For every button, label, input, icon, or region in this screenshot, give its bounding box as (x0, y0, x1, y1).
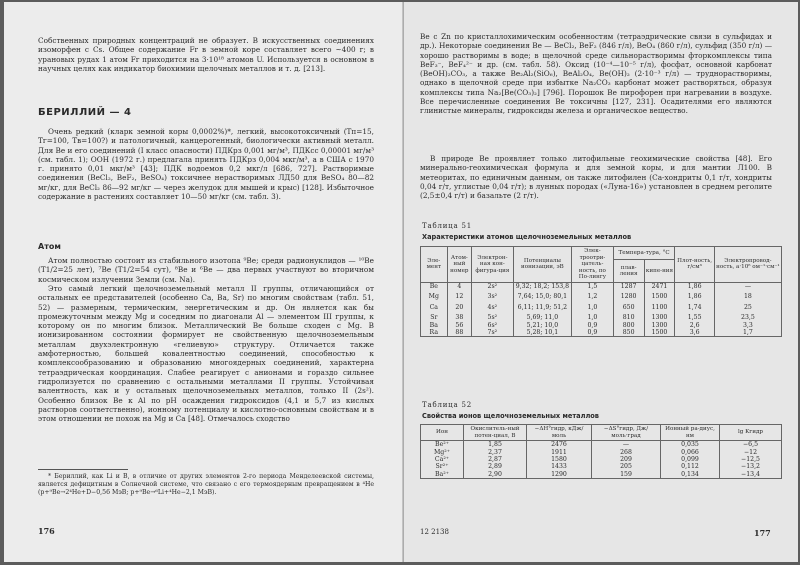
table-cell: 0,134 (661, 471, 720, 479)
table-cell: 3,6 (675, 329, 714, 337)
table-cell: 1433 (527, 463, 592, 470)
table-cell: Be (421, 282, 448, 290)
table-cell: 23,5 (714, 311, 781, 321)
table-cell: −13,4 (720, 471, 782, 479)
table-cell: 3s² (472, 290, 514, 300)
table-cell: 1290 (527, 471, 592, 479)
table-cell: −12,5 (720, 456, 782, 463)
page-number-left: 176 (38, 526, 55, 536)
table-cell: 1,74 (675, 301, 714, 311)
table-cell: 1100 (644, 301, 675, 311)
table-cell: 2,89 (464, 463, 527, 470)
table51-header: плав-ления (613, 260, 644, 283)
table-cell: 1,5 (572, 282, 614, 290)
table-cell: 4 (447, 282, 471, 290)
atom-paragraph: Атом полностью состоит из стабильного изотопа ⁹Be; среди радионуклидов — ¹⁰Be (T1/2=25 лет), ⁷Be (T1/2=54 сут), ⁸Be и ⁶Be — два первых участвуют во вторичном космическом излучении Земли (см. Na). (38, 256, 374, 284)
table-cell: 3,3 (714, 322, 781, 329)
table-cell: 0,035 (661, 441, 720, 449)
table51-caption: Таблица 51 (422, 222, 472, 230)
table-cell: 0,112 (661, 463, 720, 470)
table-cell: 25 (714, 301, 781, 311)
table51-header: Атом-ный номер (447, 247, 471, 283)
table-cell: 0,066 (661, 449, 720, 456)
table-cell: Ca²⁺ (421, 456, 464, 463)
table-cell: 1,7 (714, 329, 781, 337)
table-cell: 20 (447, 301, 471, 311)
table-cell: 1580 (527, 456, 592, 463)
table-cell: −12 (720, 449, 782, 456)
table51-header: Электрон-ная кон-фигура-ция (472, 247, 514, 283)
table-cell: 1,0 (572, 311, 614, 321)
table-cell: 6s² (472, 322, 514, 329)
table-row (421, 311, 782, 321)
table-cell: Ba (421, 322, 448, 329)
table-cell: −6,5 (720, 441, 782, 449)
table-cell: 5s² (472, 311, 514, 321)
table51-header: Элек-троотри-цатель-ность, по По-лингу (572, 247, 614, 283)
table-row (421, 282, 782, 290)
table-row (421, 456, 782, 463)
table-cell: 1,2 (572, 290, 614, 300)
table-cell: 56 (447, 322, 471, 329)
subsection-heading-atom: Атом (38, 242, 61, 251)
table52-header: Окислитель-ный потен-циал, В (464, 425, 527, 441)
table-cell: 1500 (644, 329, 675, 337)
table-cell: — (592, 441, 661, 449)
table-cell: 7,64; 15,0; 80,1 (513, 290, 572, 300)
table52-title: Свойства ионов щелочноземельных металлов (422, 412, 599, 420)
table-cell: Ra (421, 329, 448, 337)
table-cell: 38 (447, 311, 471, 321)
table-cell: 2s² (472, 282, 514, 290)
table-cell: 88 (447, 329, 471, 337)
table-cell: Sr (421, 311, 448, 321)
intro-paragraph: Собственных природных концентраций не образует. В искусственных соединениях изоморфен с Cs. Общее содержание Fr в земной коре составляет всего ~400 г; в урановых рудах 1 атом Fr приходится на 3·10¹⁸ атомов U. Используется в основном в научных целях как индикатор биохимии щелочных металлов и т. д. [213]. (38, 36, 374, 73)
page-number-right: 177 (754, 528, 771, 538)
table51-header: кипе-ния (644, 260, 675, 283)
table-cell: 1300 (644, 311, 675, 321)
table-row (421, 329, 782, 337)
table-cell: 1,86 (675, 290, 714, 300)
printer-signature: 12 2138 (420, 528, 449, 536)
table-cell: 2476 (527, 441, 592, 449)
table-cell: 1280 (613, 290, 644, 300)
table-cell: Sr²⁺ (421, 463, 464, 470)
table-cell: 209 (592, 456, 661, 463)
table-cell: 4s² (472, 301, 514, 311)
table-cell: 12 (447, 290, 471, 300)
table-cell: 9,32; 18,2; 153,8 (513, 282, 572, 290)
table52-header-row (421, 425, 782, 441)
table-cell: Mg²⁺ (421, 449, 464, 456)
table-cell: 1287 (613, 282, 644, 290)
table-cell: — (714, 282, 781, 290)
beryllium-paragraph: Очень редкий (кларк земной коры 0,0002%)*, легкий, высокотоксичный (Тп=15, Тг=100, Тв=100?) и патологичный, канцерогенный, биологически активный металл. Для Be и его соединений (I класс опасности) ПДКрз 0,001 мг/м³, ПДКсс 0,00001 мг/м³ (см. табл. 1); ООН (1972 г.) предлагала принять ПДКрз 0,004 мкг/м³, а в США с 1970 г. принято 0,01 мкг/м³ [43]; ПДК водоемов 0,2 мкг/л [686, 727]. Растворимые соединения (BeCl₂, BeF₂, BeSO₄) токсичнее нерастворимых ЛД50 для BeSO₄ 80—82 мг/кг, для BeCl₂ 86—92 мг/кг — через желудок для мышей и крыс) [128]. Избыточное содержание в растениях составляет 10—50 мг/кг (см. табл. 3). (38, 127, 374, 202)
table-row (421, 441, 782, 449)
table-cell: 268 (592, 449, 661, 456)
table51-header: Электропровод-ность, а·10⁶ ом⁻¹·см⁻¹ (714, 247, 781, 283)
footnote-rule (38, 469, 128, 470)
table-cell: Mg (421, 290, 448, 300)
table-cell: 0,9 (572, 322, 614, 329)
table-cell: 2,6 (675, 322, 714, 329)
table-cell: 0,099 (661, 456, 720, 463)
table-cell: Ca (421, 301, 448, 311)
table51-header: Эле-мент (421, 247, 448, 283)
book-spread (4, 2, 798, 562)
table-cell: 850 (613, 329, 644, 337)
right-page (404, 2, 798, 562)
properties-paragraph: Это самый легкий щелочноземельный металл II группы, отличающийся от остальных ее представителей (особенно Ca, Ba, Sr) по многим свойствам (табл. 51, 52) — размерным, термическим, энергетическим и др. Он является как бы промежуточным между Mg и соседним по диагонали Al — элементом III группы, к которому он по многим близок. Металлический Be больше сходен с Mg. В ионизированном состоянии формирует не свойственную щелочноземельным металлам двухэлектронную «гелиевую» структуру. Отличается также амфотерностью, большей ковалентностью соединений, способностью к комплексообразованию и образованию многоядерных соединений, характерна тетраэдрическая координация. Слабее реагирует с анионами и гораздо сильнее гидролизуется по сравнению с остальными металлами II группы. Устойчивая валентность, как и у остальных щелочноземельных металлов, только II (2s²). Особенно близок Be к Al по pH осаждения гидроксидов (4,1 и 5,7 из кислых растворов соответственно), ионному потенциалу и кислотно-основным свойствам и в этом отношении не похож на Mg и Ca [48]. Отмечалось сходство (38, 284, 374, 424)
footnote: * Бериллий, как Li и B, в отличие от других элементов 2-го периода Менделеевской системы, является дефицитным в Солнечной системе, что связано с его термоядерным превращением в ⁴He (p+⁹Be→2⁴He+D−0,56 МэВ; p+⁹Be→⁶Li+⁴He−2,1 МэВ). (38, 473, 374, 496)
table-cell: 2,37 (464, 449, 527, 456)
table-row (421, 322, 782, 329)
table-cell: 1911 (527, 449, 592, 456)
table52-body (421, 441, 782, 479)
table52-header: −ΔS°гидр, Дж/моль·град (592, 425, 661, 441)
table51-header: Плот-ность, г/см³ (675, 247, 714, 283)
table-cell: 1,85 (464, 441, 527, 449)
table51 (420, 246, 782, 337)
table52-header: Ион (421, 425, 464, 441)
table-cell: 5,69; 11,0 (513, 311, 572, 321)
table-cell: 800 (613, 322, 644, 329)
table-cell: 5,21; 10,0 (513, 322, 572, 329)
table52-header: Ионный ра-диус, нм (661, 425, 720, 441)
table51-body (421, 282, 782, 336)
left-page (4, 2, 404, 562)
table51-title: Характеристики атомов щелочноземельных металлов (422, 233, 632, 241)
geochemistry-paragraph: В природе Be проявляет только литофильные геохимические свойства [48]. Его минерально-геохимическая формула и для земной коры, и для мантии Л100. В метеоритах, по единичным данным, он также литофилен (Са-хондриты 0,1 г/т, хондриты 0,04 г/т, углистые 0,04 г/т); в лунных породах («Луна-16») установлен в среднем реголите (2,5±0,4 г/т) и базальте (2 г/т). (420, 154, 772, 201)
table-cell: 5,28; 10,1 (513, 329, 572, 337)
table-cell: 1500 (644, 290, 675, 300)
table-cell: 1300 (644, 322, 675, 329)
table-cell: 6,11; 11,9; 51,2 (513, 301, 572, 311)
table-cell: Ba²⁺ (421, 471, 464, 479)
table-cell: 205 (592, 463, 661, 470)
table-cell: 159 (592, 471, 661, 479)
compounds-paragraph: Be с Zn по кристаллохимическим особенностям (тетраэдрические связи в сульфидах и др.). Некоторые соединения Be — BeCl₂, BeF₂ (846 г/л), BeO₄ (860 г/л), сульфид (350 г/л) — хорошо растворимы в воде; в щелочной среде сильнорастворимы фторкомплексы типа BeF₃⁻, BeF₄²⁻ и др. (см. табл. 58). Оксид (10⁻⁴—10⁻⁵ г/л), фосфат, основной карбонат (BeOH)₂CO₃, а также Be₂Al₂(SiO₆), BeAl₂O₄, Be(OH)₂ (2·10⁻³ г/л) — труднорастворимы, однако в щелочной среде при избытке Na₂CO₃ карбонат может растворяться, образуя комплексы типа Na₂[Be(CO₃)₂] [796]. Порошок Be пирофорен при нагревании в воздухе. Все перечисленные соединения Be токсичны [127, 231]. Осадителями его являются глинистые минералы, гидроксиды железа и органическое вещество. (420, 32, 772, 116)
table-cell: 1,55 (675, 311, 714, 321)
table-cell: 650 (613, 301, 644, 311)
table-cell: 1,0 (572, 301, 614, 311)
table-cell: 7s² (472, 329, 514, 337)
table-row (421, 301, 782, 311)
table-cell: 2471 (644, 282, 675, 290)
table-cell: 2,87 (464, 456, 527, 463)
section-heading-beryllium: БЕРИЛЛИЙ — 4 (38, 107, 132, 118)
table-row (421, 463, 782, 470)
table-cell: 0,9 (572, 329, 614, 337)
table-cell: 810 (613, 311, 644, 321)
table51-header: Потенциалы ионизации, эВ (513, 247, 572, 283)
table-cell: 1,86 (675, 282, 714, 290)
table-cell: 2,90 (464, 471, 527, 479)
table-row (421, 449, 782, 456)
table52 (420, 424, 782, 479)
table52-header: lg Kгидр (720, 425, 782, 441)
table51-header-row (421, 247, 782, 260)
table-row (421, 290, 782, 300)
table-row (421, 471, 782, 479)
table-cell: Be²⁺ (421, 441, 464, 449)
table51-header: Темпера-тура, °С (613, 247, 675, 260)
table52-header: −ΔH°гидр, кДж/моль (527, 425, 592, 441)
table-cell: −13,2 (720, 463, 782, 470)
table52-caption: Таблица 52 (422, 401, 472, 409)
table-cell: 18 (714, 290, 781, 300)
